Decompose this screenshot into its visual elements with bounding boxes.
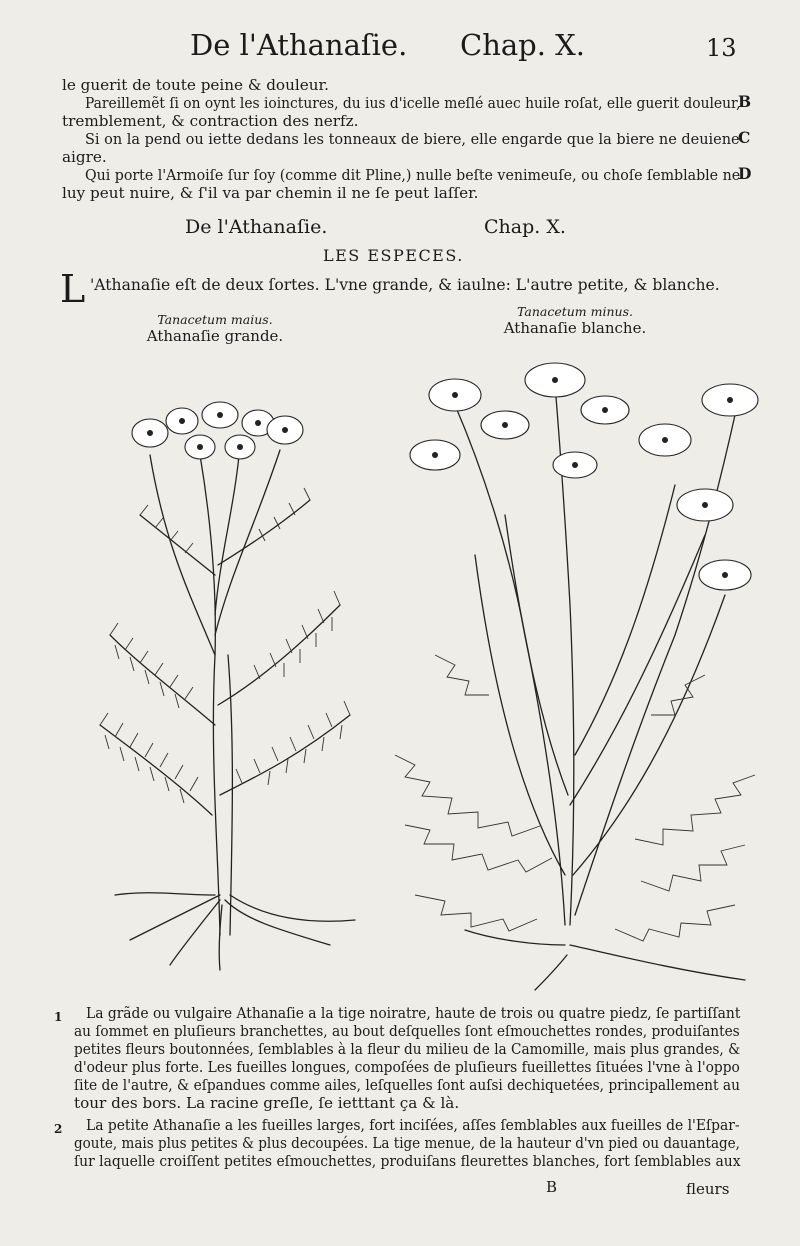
figure-caption-minor	[500, 304, 650, 337]
margin-mark: D	[738, 164, 752, 183]
section-intro: 'Athanaſie eſt de deux ſortes. L'vne grande, & iaulne: L'autre petite, & blanche.	[90, 276, 720, 294]
text-line: aigre.	[62, 148, 107, 166]
running-title: De l'Athanaſie.	[190, 28, 408, 62]
text-line: d'odeur plus forte. Les fueilles longues, compoſées de pluſieurs fueillettes ſituées l'vne à l'oppo	[74, 1058, 740, 1076]
catchword: fleurs	[686, 1180, 730, 1198]
text-line: Si on la pend ou iette dedans les tonneaux de biere, elle engarde que la biere ne deuiene	[85, 130, 740, 148]
figure-caption-major	[145, 312, 285, 345]
section-title: De l'Athanaſie.	[185, 216, 328, 238]
latin-name: Tanacetum maius.	[157, 312, 273, 327]
text-line: La petite Athanaſie a les fueilles larges, fort inciſées, aſſes ſemblables aux fueilles de l'Eſpar-	[86, 1116, 740, 1134]
tanacetum-maius-illustration	[70, 395, 370, 975]
french-name: Athanaſie grande.	[146, 327, 284, 345]
paragraph-number: 2	[54, 1122, 63, 1136]
page-number: 13	[706, 34, 737, 62]
text-line: Pareillemẽt ſi on oynt les ioinctures, du ius d'icelle meſlé auec huile roſat, elle guerit douleur,	[85, 94, 741, 112]
text-line: petites fleurs boutonnées, ſemblables à la fleur du milieu de la Camomille, mais plus grandes, &	[74, 1040, 741, 1058]
text-line: ſite de l'autre, & eſpandues comme ailes, leſquelles ſont auſsi dechiquetées, principallement au	[74, 1076, 740, 1094]
section-chapter: Chap. X.	[484, 216, 566, 238]
tanacetum-minus-illustration	[375, 355, 775, 995]
text-line: tremblement, & contraction des nerfz.	[62, 112, 359, 130]
french-name: Athanaſie blanche.	[503, 319, 647, 337]
paragraph-number: 1	[54, 1010, 63, 1024]
running-header	[0, 28, 800, 68]
section-heading: LES ESPECES.	[323, 246, 464, 265]
margin-mark: B	[738, 92, 752, 111]
signature-mark: B	[546, 1178, 558, 1196]
text-line: ſur laquelle croiſſent petites eſmouchettes, produiſans fleurettes blanches, fort ſemblables aux	[74, 1152, 741, 1170]
text-line: La grãde ou vulgaire Athanaſie a la tige noiratre, haute de trois ou quatre piedz, ſe partiſſant	[86, 1004, 741, 1022]
text-line: le guerit de toute peine & douleur.	[62, 76, 329, 94]
text-line: goute, mais plus petites & plus decoupées. La tige menue, de la hauteur d'vn pied ou dauantage,	[74, 1134, 740, 1152]
text-line: luy peut nuire, & ſ'il va par chemin il ne ſe peut laſſer.	[62, 184, 479, 202]
text-line: tour des bors. La racine greſle, ſe ietttant ça & là.	[74, 1094, 460, 1112]
latin-name: Tanacetum minus.	[517, 304, 633, 319]
drop-cap: L	[60, 267, 86, 311]
text-line: au ſommet en pluſieurs branchettes, au bout deſquelles ſont eſmouchettes rondes, produiſantes	[74, 1022, 740, 1040]
running-chapter: Chap. X.	[460, 28, 586, 62]
margin-mark: C	[738, 128, 751, 147]
text-line: Qui porte l'Armoiſe ſur ſoy (comme dit Pline,) nulle beſte venimeuſe, ou choſe ſemblable ne	[85, 166, 741, 184]
